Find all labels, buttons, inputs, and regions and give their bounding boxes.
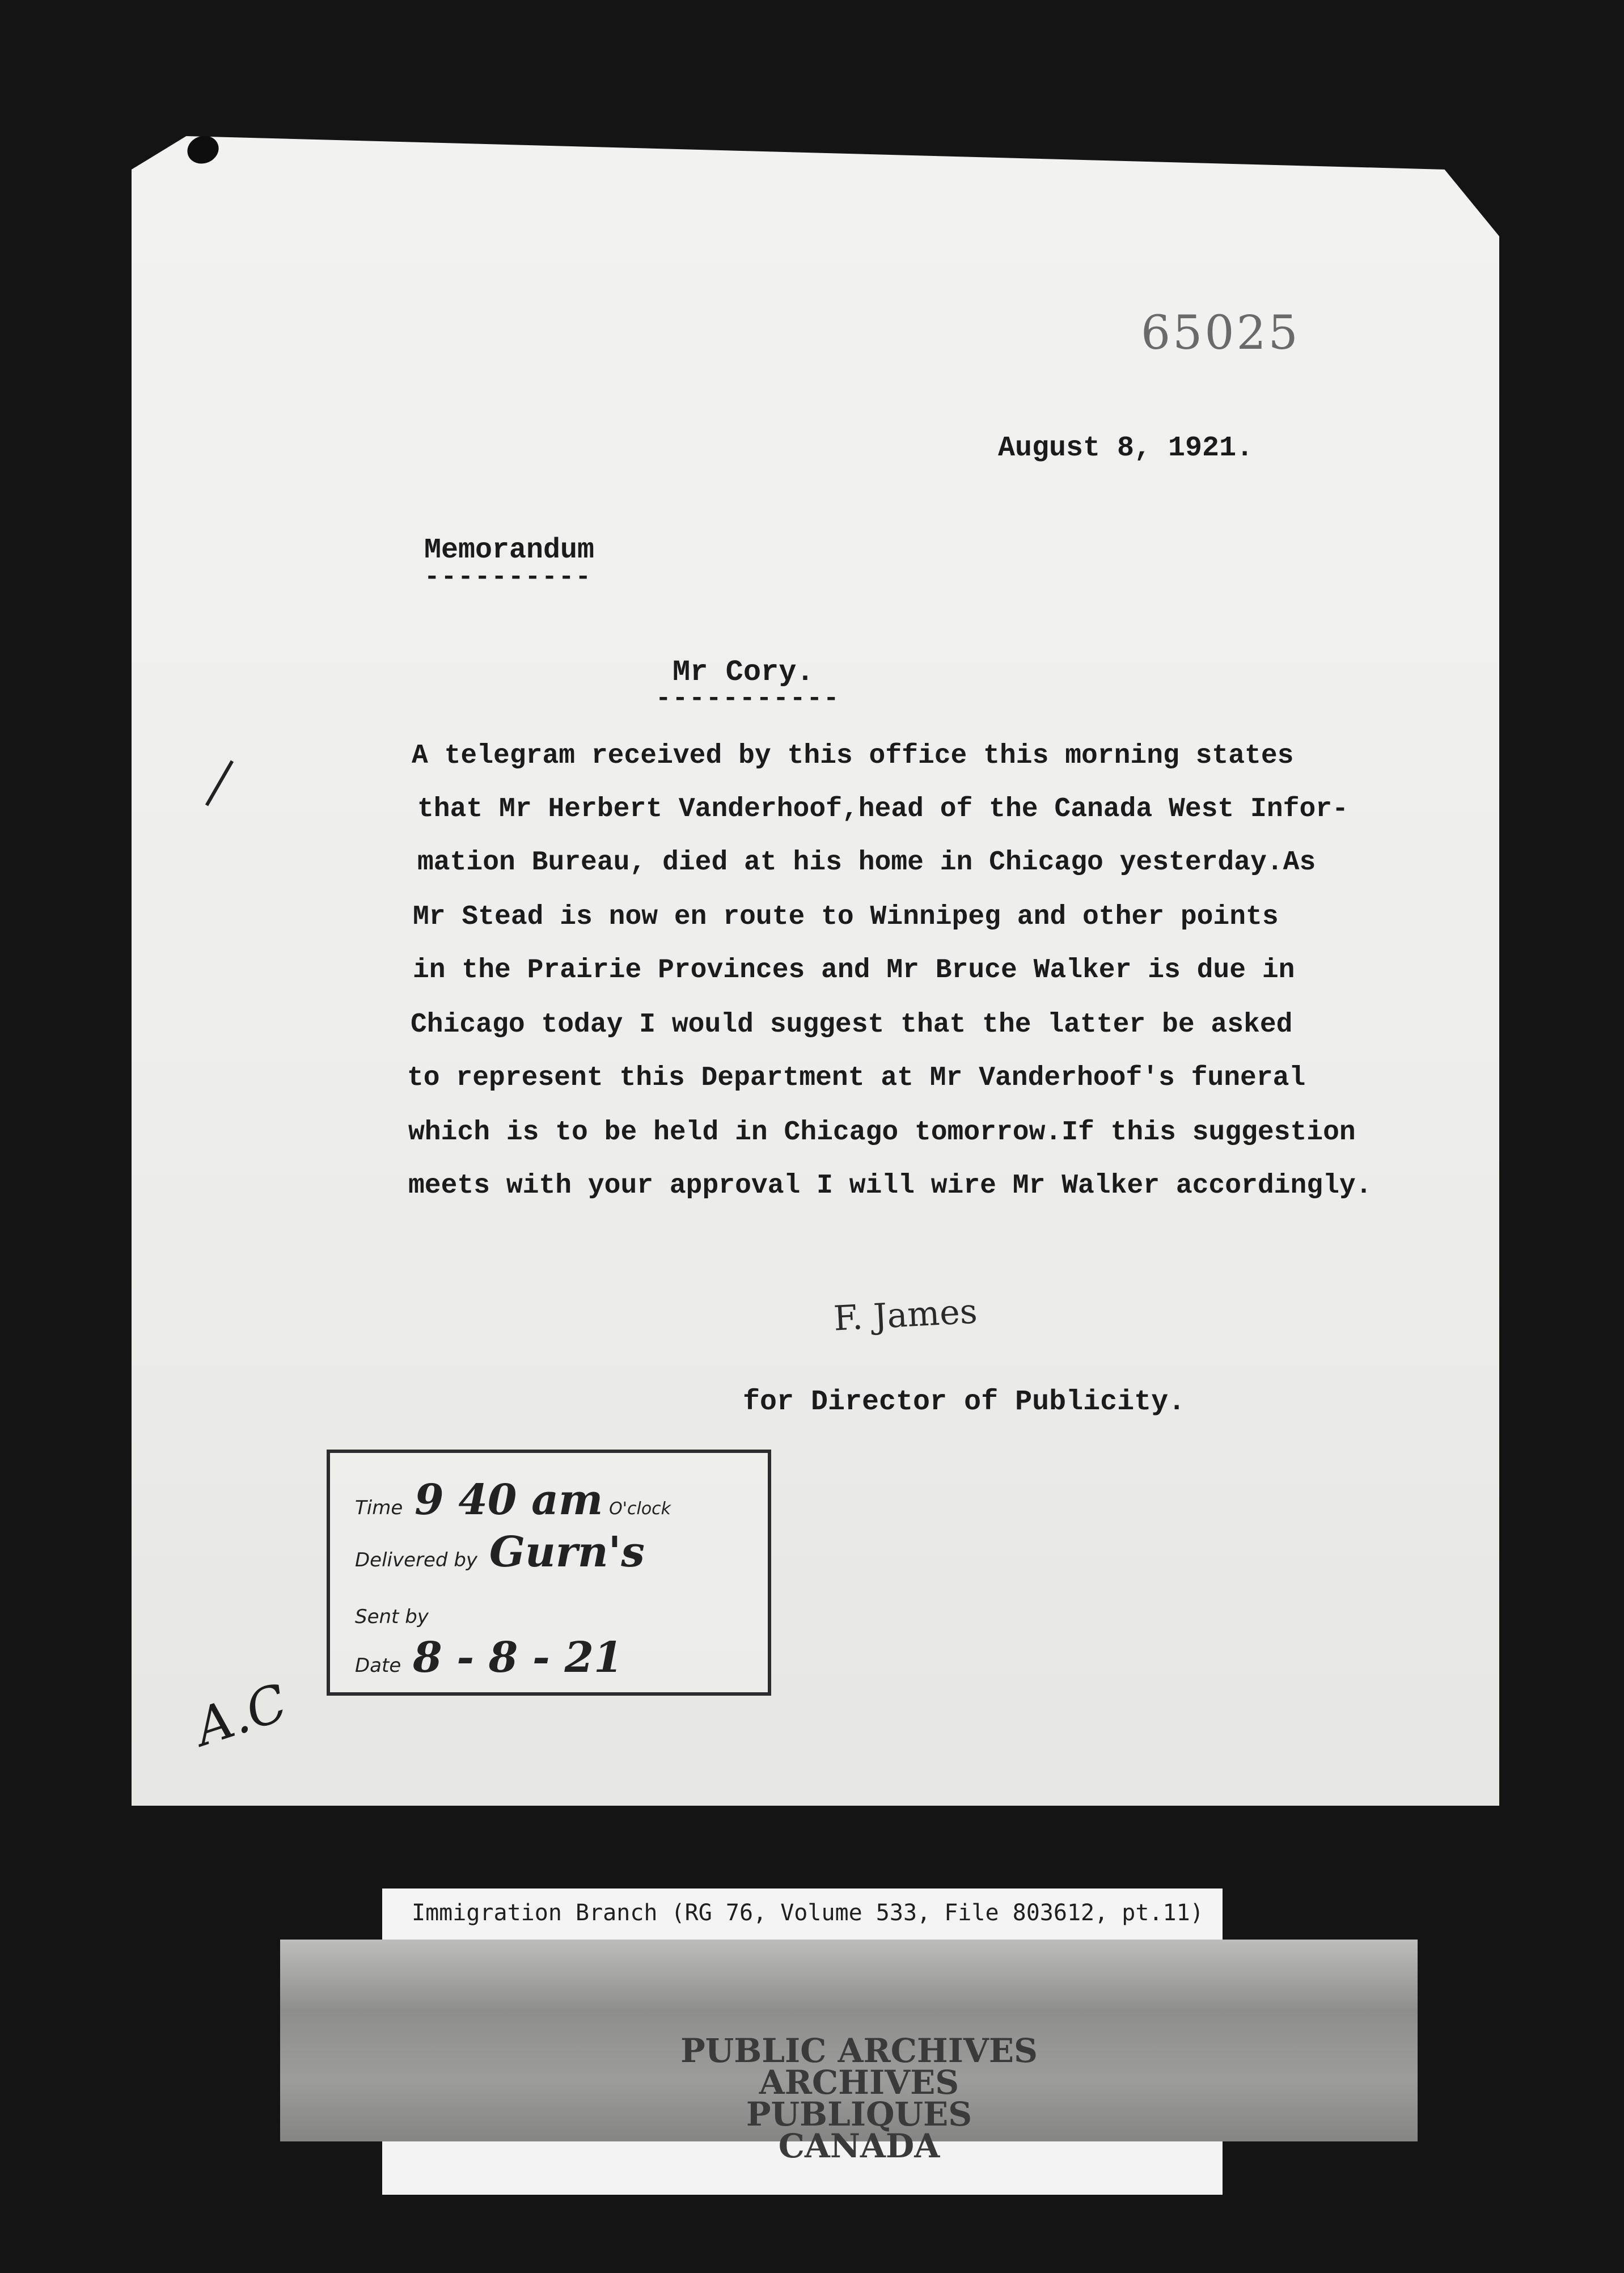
- signature-name: F. James: [832, 1291, 979, 1339]
- archive-caption-text: Immigration Branch (RG 76, Volume 533, File 803612, pt.11): [412, 1900, 1204, 1926]
- delivery-stamp: [327, 1450, 771, 1696]
- signature-title: for Director of Publicity.: [743, 1386, 1186, 1418]
- archive-stamp-line: PUBLIC ARCHIVES: [680, 2031, 1038, 2070]
- archive-stamp: [646, 2031, 1072, 2165]
- memo-heading: Memorandum: [424, 534, 595, 567]
- stamp-date-row: [355, 1633, 623, 1682]
- archive-stamp-line: CANADA: [778, 2127, 940, 2165]
- archive-caption: [382, 1888, 1223, 1940]
- stamp-sent-row: [355, 1585, 434, 1633]
- stamp-time-label: Time: [355, 1497, 403, 1519]
- body-line: A telegram received by this office this morning states: [412, 741, 1294, 771]
- body-line: which is to be held in Chicago tomorrow.If this suggestion: [408, 1117, 1356, 1148]
- stamp-time-row: [355, 1476, 671, 1524]
- stamp-date-label: Date: [355, 1654, 401, 1677]
- stamp-date-value: 8 - 8 - 21: [413, 1633, 623, 1682]
- file-number: 65025: [1141, 306, 1300, 360]
- body-line: in the Prairie Provinces and Mr Bruce Walker is due in: [413, 955, 1295, 986]
- memo-heading-underline: ----------: [424, 563, 593, 592]
- body-line: Mr Stead is now en route to Winnipeg and other points: [413, 902, 1279, 932]
- memo-date: August 8, 1921.: [998, 432, 1254, 464]
- body-line: that Mr Herbert Vanderhoof,head of the Canada West Infor-: [417, 794, 1348, 825]
- body-line: mation Bureau, died at his home in Chicago yesterday.As: [417, 847, 1316, 878]
- stamp-delivered-row: [355, 1528, 645, 1577]
- body-line: Chicago today I would suggest that the latter be asked: [411, 1009, 1293, 1040]
- memo-addressee: Mr Cory.: [673, 656, 814, 689]
- stamp-sent-label: Sent by: [355, 1606, 429, 1628]
- stamp-time-suffix: O'clock: [609, 1499, 671, 1519]
- body-line: to represent this Department at Mr Vanderhoof's funeral: [407, 1063, 1306, 1093]
- handwritten-initials: A.C: [188, 1672, 294, 1758]
- stamp-time-value: 9 40 am: [415, 1476, 603, 1524]
- archive-stamp-line: ARCHIVES PUBLIQUES: [746, 2063, 972, 2133]
- addressee-underline: -----------: [655, 684, 840, 713]
- body-line: meets with your approval I will wire Mr Walker accordingly.: [408, 1171, 1372, 1201]
- stamp-delivered-label: Delivered by: [355, 1549, 478, 1571]
- stamp-delivered-value: Gurn's: [489, 1528, 645, 1577]
